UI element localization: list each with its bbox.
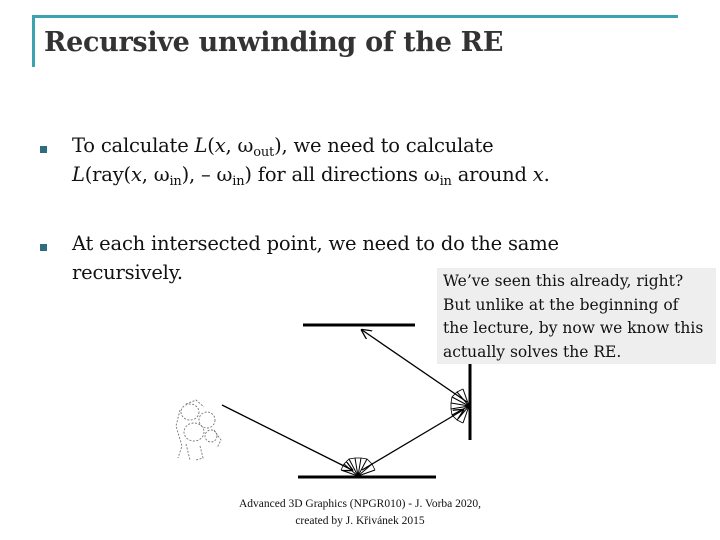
bullet-1-line-1: To calculate L(x, $\omega_{out}$), we need to calculate	[72, 134, 494, 160]
callout-line-2: But unlike at the beginning of	[443, 295, 679, 314]
slide-footer	[200, 496, 520, 530]
callout-line-1: We’ve seen this already, right?	[443, 272, 684, 290]
footer-line-2: created by J. Křivánek 2015	[295, 515, 425, 527]
bullet-1-line-2: L(ray(x, $\omega_{in}$), – $\omega_{in}$) for all directions $\omega_{in}$ around x.	[72, 163, 550, 189]
observer-figure	[176, 400, 221, 460]
footer-line-1: Advanced 3D Graphics (NPGR010) - J. Vorba 2020,	[239, 498, 481, 510]
callout-line-4: actually solves the RE.	[443, 342, 622, 361]
callout-line-3: the lecture, by now we know this	[443, 319, 704, 337]
bullet-2-line-1: At each intersected point, we need to do the same	[72, 232, 559, 255]
slide-title: Recursive unwinding of the RE	[44, 27, 504, 58]
ray-to-right	[362, 410, 463, 470]
callout-note	[437, 268, 716, 364]
ray-to-bottom	[222, 405, 352, 470]
hemisphere-right	[451, 389, 469, 423]
bullet-2-line-2: recursively.	[72, 261, 183, 284]
